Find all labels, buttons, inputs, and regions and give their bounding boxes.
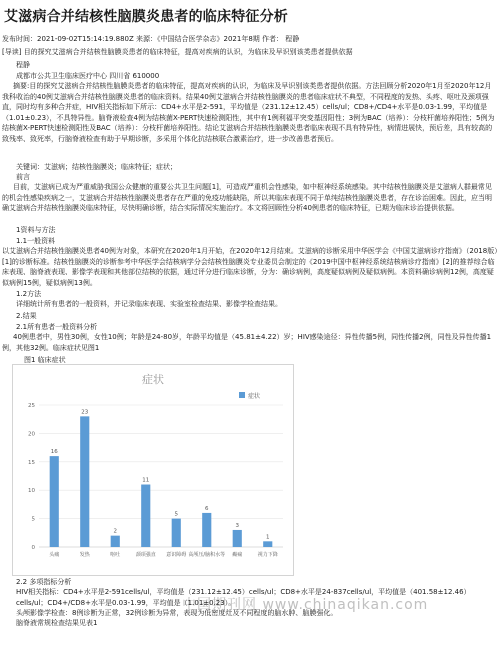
bar-高颅压/脑积水等	[202, 513, 211, 547]
symptom-bar-chart-svg	[13, 365, 293, 575]
indicators-paragraph: HIV相关指标：CD4+水平是2-591cells/ul，平均值是（231.12±12.45）cells/ul；CD8+水平是24-837cells/ul，平均值是（401.58±12.46）cells/ul；CD4+/CD8+水平是0.03-1.99，平均值是（1.01±0.23）。	[16, 588, 471, 607]
bar-呕吐	[111, 536, 120, 547]
y-tick-label: 5	[31, 516, 35, 523]
indicators-heading: 2.2 多项指标分析	[16, 578, 72, 586]
bar-头痛	[50, 456, 59, 547]
chart-legend	[239, 392, 260, 400]
bar-颈项强直	[141, 485, 150, 547]
method-heading: 1.2方法	[16, 290, 42, 298]
general-data-heading: 1.1一般资料	[16, 237, 56, 245]
bar-value-label: 5	[174, 511, 178, 518]
bar-视力下降	[263, 541, 272, 547]
chart-x-labels	[49, 551, 278, 558]
csf-paragraph: 脑脊液常规检查结果见表1	[16, 619, 98, 627]
article-summary: [导读] 目的探究艾滋病合并结核性脑膜炎患者的临床特征，提高对疾病的认识，为临床及早识别该类患者提供依据	[2, 48, 353, 56]
keywords: 关键词：艾滋病；结核性脑膜炎；临床特征；症状；	[16, 163, 177, 171]
general-data-paragraph: 以艾滋病合并结核性脑膜炎患者40例为对象，本研究在2020年1月开始，在2020年12月结束。艾滋病的诊断采用中华医学会《中国艾滋病诊疗指南》（2018版）[1]的诊断标准。结核性脑膜炎的诊断参考中华医学会结核病学分会结核性脑膜炎专业委员会制定的《2019中国中枢神经系统结核病诊疗指南》[2]的推荐综合临床表现、脑脊液表现、影像学表现和其他部位结核的依据，通过评分进行临床诊断，分为：确诊病例，高度疑似病例及疑似病例。本资料确诊病例12例，高度疑似病例15例，疑似病例13例。	[2, 247, 498, 287]
x-tick-label: 意识障碍	[166, 552, 187, 558]
chart-title: 症状	[142, 373, 164, 386]
x-tick-label: 呕吐	[110, 552, 121, 558]
y-tick-label: 15	[28, 459, 35, 466]
abstract-paragraph: 摘要:目的探究艾滋病合并结核性脑膜炎患者的临床特征，提高对疾病的认识，为临床及早识别该类患者提供依据。方法回顾分析2020年1月至2020年12月我科收治的40例艾滋病合并结核性脑膜炎患者的临床资料。结果40例艾滋病合并结核性脑膜炎的患者临床症状不典型，不同程度的发热、头疼、呕吐及颈项强直，同时均有多种合并症，HIV相关指标如下所示：CD4+水平是2-591，平均值是（231.12±12.45）cells/ul；CD8+/CD4+水平是0.03-1.99，平均值是（1.01±0.23），不具特异性。脑脊液检查4例为结核菌X-PERT快速检测阳性，其中有1例利福平突变基因阳性；3例为BAC（培养）：分枝杆菌培养阳性；5例为结核菌X-PERT快速检测阳性及BAC（培养）：分枝杆菌培养阳性。结论艾滋病合并结核性脑膜炎患者临床表现不具有特异性，病情进展快，预后差，具有较高的致残率、致死率，行脑脊液检查有助于早期诊断，多采用个体化抗结核联合激素治疗，进一步改善患者预后。	[2, 82, 495, 143]
y-tick-label: 20	[28, 431, 35, 438]
legend-label: 症状	[248, 393, 261, 400]
watermark: 中国期刊网 www.chinaqikan.com	[182, 597, 429, 613]
foreword-paragraph: 目前，艾滋病已成为严重威胁我国公众健康的重要公共卫生问题[1]，可造成严重机会性感染，如中枢神经系统感染。其中结核性脑膜炎是艾滋病人群最常见的机会性感染疾病之一，艾滋病合并结核性脑膜炎患者存在严重的免疫功能缺陷，所以其临床表现不同于单纯结核性脑膜炎患者，存在诊治困难。因此，应当明确艾滋病合并结核性脑膜炎临床特征，尽快明确诊断，结合实际情况实施治疗。本文将回顾性分析40例患者的临床特征，已期为临床诊治提供依据。	[2, 183, 492, 213]
x-tick-label: 高颅压/脑积水等	[188, 552, 226, 558]
methods-heading: 1资料与方法	[16, 226, 56, 234]
bar-value-label: 2	[113, 528, 117, 535]
bar-value-label: 23	[81, 409, 89, 416]
author-name: 程静	[16, 61, 30, 69]
imaging-paragraph: 头颅影像学检查：8例诊断为正常，32例诊断为异常，表现为低密度灶及不同程度的脑水肿、脑膜强化。	[16, 609, 338, 617]
bar-意识障碍	[172, 519, 181, 547]
x-tick-label: 视力下降	[257, 552, 278, 558]
y-tick-label: 0	[31, 545, 35, 551]
chart-y-labels	[28, 403, 36, 551]
general-analysis-heading: 2.1所有患者一般资料分析	[16, 323, 98, 331]
method-paragraph: 详细统计所有患者的一般资料，并记录临床表现、实验室检查结果、影像学检查结果。	[16, 300, 282, 308]
y-tick-label: 10	[28, 488, 35, 495]
general-analysis-paragraph: 40例患者中，男性30例，女性10例；年龄是24-80岁，年龄平均值是（45.81±4.22）岁；HIV感染途径：异性传播5例，同性传播2例，同性及异性传播1例，其他32例。临床症状见图1	[2, 333, 492, 352]
article-meta: 发布时间：2021-09-02T15:14:19.880Z 来源：《中国结合医学杂志》2021年8期 作者： 程静	[2, 35, 300, 43]
results-heading: 2.结果	[16, 312, 37, 320]
figure-caption: 图1 临床症状	[24, 356, 66, 364]
x-tick-label: 癫痫	[232, 552, 243, 558]
author-affiliation: 成都市公共卫生临床医疗中心 四川省 610000	[16, 72, 160, 80]
foreword-heading: 前言	[16, 173, 30, 181]
bar-value-label: 11	[142, 477, 150, 484]
article-title: 艾滋病合并结核性脑膜炎患者的临床特征分析	[4, 9, 288, 25]
bar-癫痫	[233, 530, 242, 547]
symptom-chart	[12, 364, 294, 576]
legend-swatch	[239, 392, 245, 398]
bar-value-label: 6	[205, 505, 209, 512]
bar-value-label: 16	[50, 449, 58, 456]
x-tick-label: 颈项强直	[135, 552, 156, 558]
x-tick-label: 头痛	[49, 552, 60, 558]
bar-value-label: 1	[266, 534, 270, 541]
x-tick-label: 发热	[79, 552, 90, 558]
bar-发热	[80, 416, 89, 547]
bar-value-label: 3	[235, 522, 239, 529]
chart-grid	[39, 405, 283, 547]
y-tick-label: 25	[28, 403, 35, 409]
